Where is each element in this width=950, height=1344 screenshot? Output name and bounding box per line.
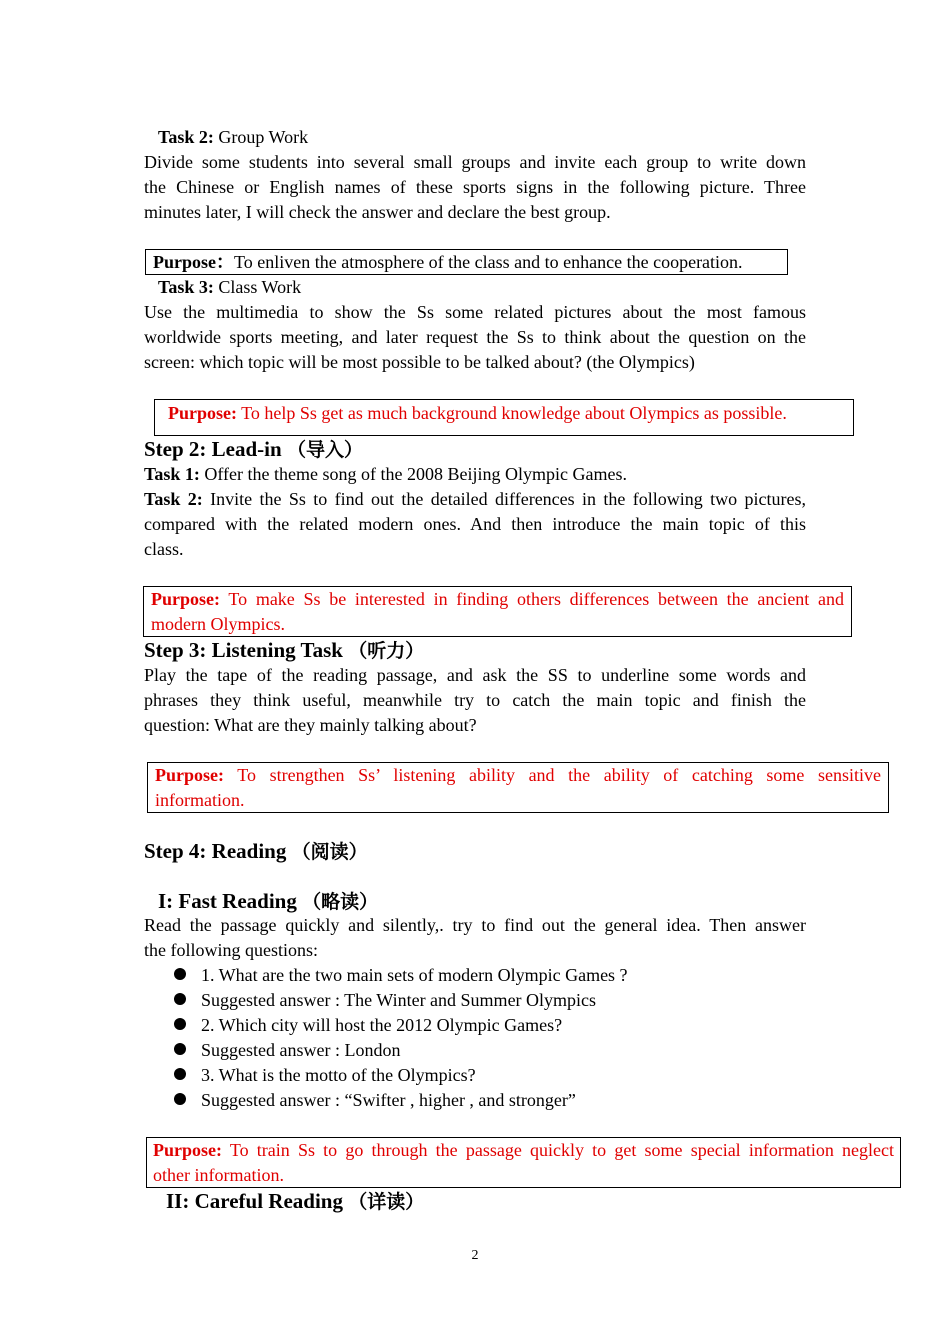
list-item: 1. What are the two main sets of modern Olympic Games ? — [201, 965, 628, 985]
step2-title: Step 2: Lead-in — [144, 437, 282, 461]
purpose-line-2: information. — [155, 790, 245, 810]
bullet-icon — [174, 1018, 186, 1030]
purpose-label: Purpose: — [151, 589, 220, 609]
step2-heading — [144, 436, 363, 463]
list-item: 2. Which city will host the 2012 Olympic Games? — [201, 1015, 563, 1035]
purpose-label: Purpose: — [168, 403, 237, 423]
fast-reading-title: I: Fast Reading — [158, 889, 297, 913]
purpose-line-1 — [153, 1138, 894, 1163]
purpose-box-2 — [154, 399, 854, 436]
step2-task1-text: Offer the theme song of the 2008 Beijing Olympic Games. — [199, 464, 627, 484]
step2-task2-line-3: class. — [144, 539, 184, 559]
purpose-line-1 — [155, 763, 881, 788]
fast-reading-heading — [158, 888, 378, 915]
bullet-icon — [174, 993, 186, 1005]
list-item: Suggested answer : “Swifter , higher , and stronger” — [201, 1090, 576, 1110]
purpose-text: To strengthen Ss’ listening ability and the ability of catching some sensitive — [224, 765, 881, 785]
task3-line-3: screen: which topic will be most possible to be talked about? (the Olympics) — [144, 352, 695, 372]
purpose-box-4 — [147, 762, 889, 813]
task2-title: Group Work — [213, 127, 309, 147]
step3-title: Step 3: Listening Task — [144, 638, 343, 662]
bullet-icon — [174, 1043, 186, 1055]
purpose-box-1 — [145, 249, 788, 275]
purpose-colon: ： — [216, 252, 234, 272]
step4-cn: （阅读） — [291, 841, 368, 863]
step2-task1-label: Task 1: — [144, 464, 200, 484]
step2-task2-line-2: compared with the related modern ones. And then introduce the main topic of this — [144, 514, 806, 534]
purpose-text: To train Ss to go through the passage quickly to get some special information neglect — [222, 1140, 894, 1160]
step2-task1 — [144, 462, 806, 487]
list-item: 3. What is the motto of the Olympics? — [201, 1065, 476, 1085]
task2-line-2: the Chinese or English names of these sports signs in the following picture. Three — [144, 177, 806, 197]
careful-reading-title: II: Careful Reading — [166, 1189, 343, 1213]
purpose-box-5 — [146, 1137, 901, 1188]
step2-task2-line-1 — [144, 487, 806, 512]
step4-title: Step 4: Reading — [144, 839, 287, 863]
bullet-icon — [174, 968, 186, 980]
purpose-text: To help Ss get as much background knowledge about Olympics as possible. — [237, 403, 787, 423]
step2-cn: （导入） — [286, 439, 363, 461]
purpose-label: Purpose — [153, 252, 216, 272]
fast-reading-line-2: the following questions: — [144, 940, 318, 960]
step3-line-1: Play the tape of the reading passage, and ask the SS to underline some words and — [144, 665, 806, 685]
list-item: Suggested answer : London — [201, 1040, 401, 1060]
step3-heading — [144, 637, 424, 664]
bullet-icon — [174, 1093, 186, 1105]
fast-reading-line-1: Read the passage quickly and silently,. try to find out the general idea. Then answer — [144, 915, 806, 935]
step3-cn: （听力） — [348, 640, 425, 662]
purpose-label: Purpose: — [155, 765, 224, 785]
step3-line-3: question: What are they mainly talking about? — [144, 715, 477, 735]
task2-line-3: minutes later, I will check the answer and declare the best group. — [144, 202, 611, 222]
task3-label: Task 3: — [158, 277, 214, 297]
bullet-icon — [174, 1068, 186, 1080]
careful-reading-heading — [166, 1188, 424, 1215]
step3-line-2: phrases they think useful, meanwhile try to catch the main topic and finish the — [144, 690, 806, 710]
purpose-box-3 — [143, 586, 852, 637]
purpose-text: To enliven the atmosphere of the class and to enhance the cooperation. — [234, 252, 743, 272]
list-item: Suggested answer : The Winter and Summer Olympics — [201, 990, 597, 1010]
step4-heading — [144, 838, 368, 865]
purpose-text: To make Ss be interested in finding others differences between the ancient and — [220, 589, 844, 609]
task3-line-2: worldwide sports meeting, and later request the Ss to think about the question on the — [144, 327, 806, 347]
task2-label: Task 2: — [158, 127, 214, 147]
fast-reading-cn: （略读） — [302, 891, 379, 913]
purpose-line-2: modern Olympics. — [151, 614, 285, 634]
purpose-line-2: other information. — [153, 1165, 284, 1185]
careful-reading-cn: （详读） — [348, 1191, 425, 1213]
step2-task2-label: Task 2: — [144, 489, 203, 509]
purpose-label: Purpose: — [153, 1140, 222, 1160]
page-number: 2 — [471, 1248, 479, 1263]
task3-title: Class Work — [213, 277, 302, 297]
step2-task2-text: Invite the Ss to find out the detailed differences in the following two pictures, — [202, 489, 806, 509]
task3-heading — [158, 275, 820, 300]
task2-line-1: Divide some students into several small groups and invite each group to write down — [144, 152, 806, 172]
purpose-line-1 — [151, 587, 844, 612]
task3-line-1: Use the multimedia to show the Ss some related pictures about the most famous — [144, 302, 806, 322]
task2-heading — [158, 125, 820, 150]
